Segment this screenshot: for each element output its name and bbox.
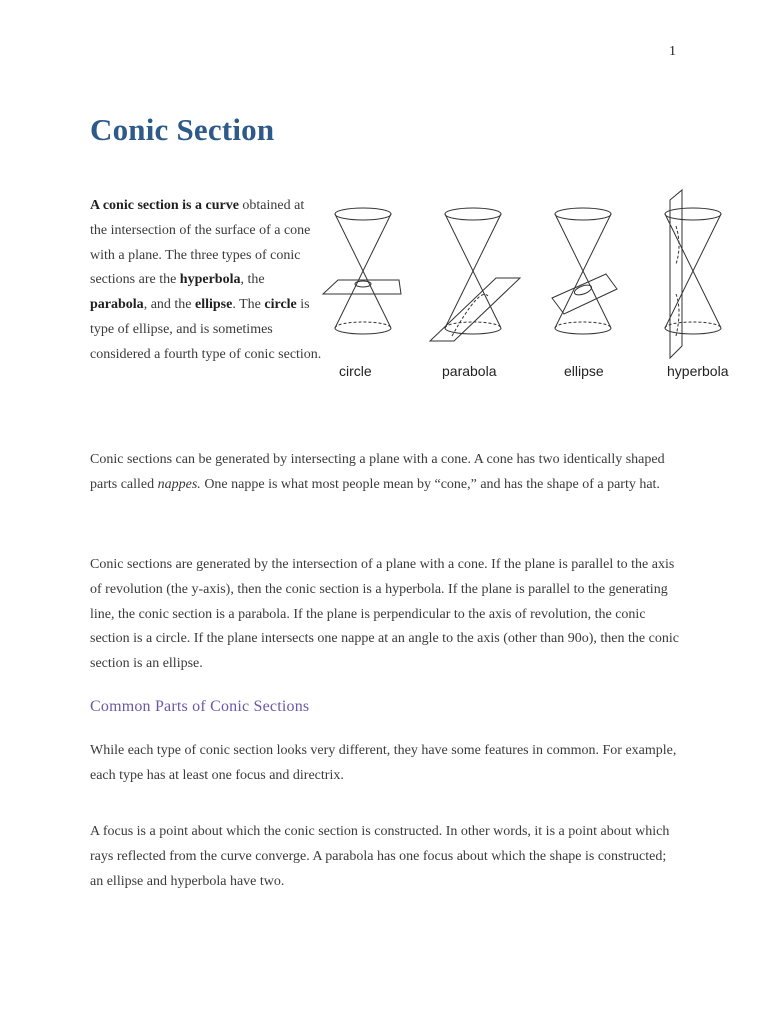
term-nappes: nappes. [157,476,201,492]
term-hyperbola: hyperbola [179,272,241,288]
para1-text-1: Conic sections can be generated by intersecting a plane with a cone. A cone has two identically shaped parts called [90,452,665,492]
para1-text-2: One nappe is what most people mean by “cone,” and has the shape of a party hat. [200,476,660,492]
conic-sections-figure [320,186,740,386]
figure-label-circle: circle [339,363,372,379]
paragraph-common-features: While each type of conic section looks very different, they have some features in common. For example, each type has at least one focus and directrix. [90,743,677,783]
figure-label-ellipse: ellipse [564,363,604,379]
intro-text-4: . The [232,297,265,313]
intro-paragraph [90,194,322,368]
term-parabola: parabola [90,297,144,313]
cone-parabola-diagram [430,208,520,341]
intro-text-1: obtained at the intersection of the surface of a cone with a plane. The three types of conic sections are the [90,198,311,288]
page-title: Conic Section [90,112,275,147]
figure-label-parabola: parabola [442,363,497,379]
page-number: 1 [669,44,676,59]
term-ellipse: ellipse [195,297,233,313]
section-heading: Common Parts of Conic Sections [90,698,310,715]
intro-text-3: , and the [143,297,196,313]
intro-text-2: , the [240,272,265,288]
figure-label-hyperbola: hyperbola [667,363,729,379]
cone-circle-diagram [323,208,401,334]
intro-text-5: is type of ellipse, and is sometimes considered a fourth type of conic section. [90,297,322,362]
paragraph-focus: A focus is a point about which the conic section is constructed. In other words, it is a point about which rays reflected from the curve converge. A parabola has one focus about which the shape is constructed; an ellipse and hyperbola have two. [90,824,670,889]
intro-lead: A conic section is a curve [90,198,239,213]
cone-ellipse-diagram [552,208,617,334]
paragraph-generation: Conic sections are generated by the intersection of a plane with a cone. If the plane is parallel to the axis of revolution (the y-axis), then the conic section is a hyperbola. If the plane is parallel to the generating line, the conic section is a parabola. If the plane is perpendicular to the axis of revolution, the conic section is a circle. If the plane intersects one nappe at an angle to the axis (other than 90o), then the conic section is an ellipse. [90,557,679,672]
paragraph-nappes [90,448,680,498]
term-circle: circle [264,297,297,313]
cone-hyperbola-diagram [665,190,721,358]
conic-sections-diagram [320,186,740,386]
